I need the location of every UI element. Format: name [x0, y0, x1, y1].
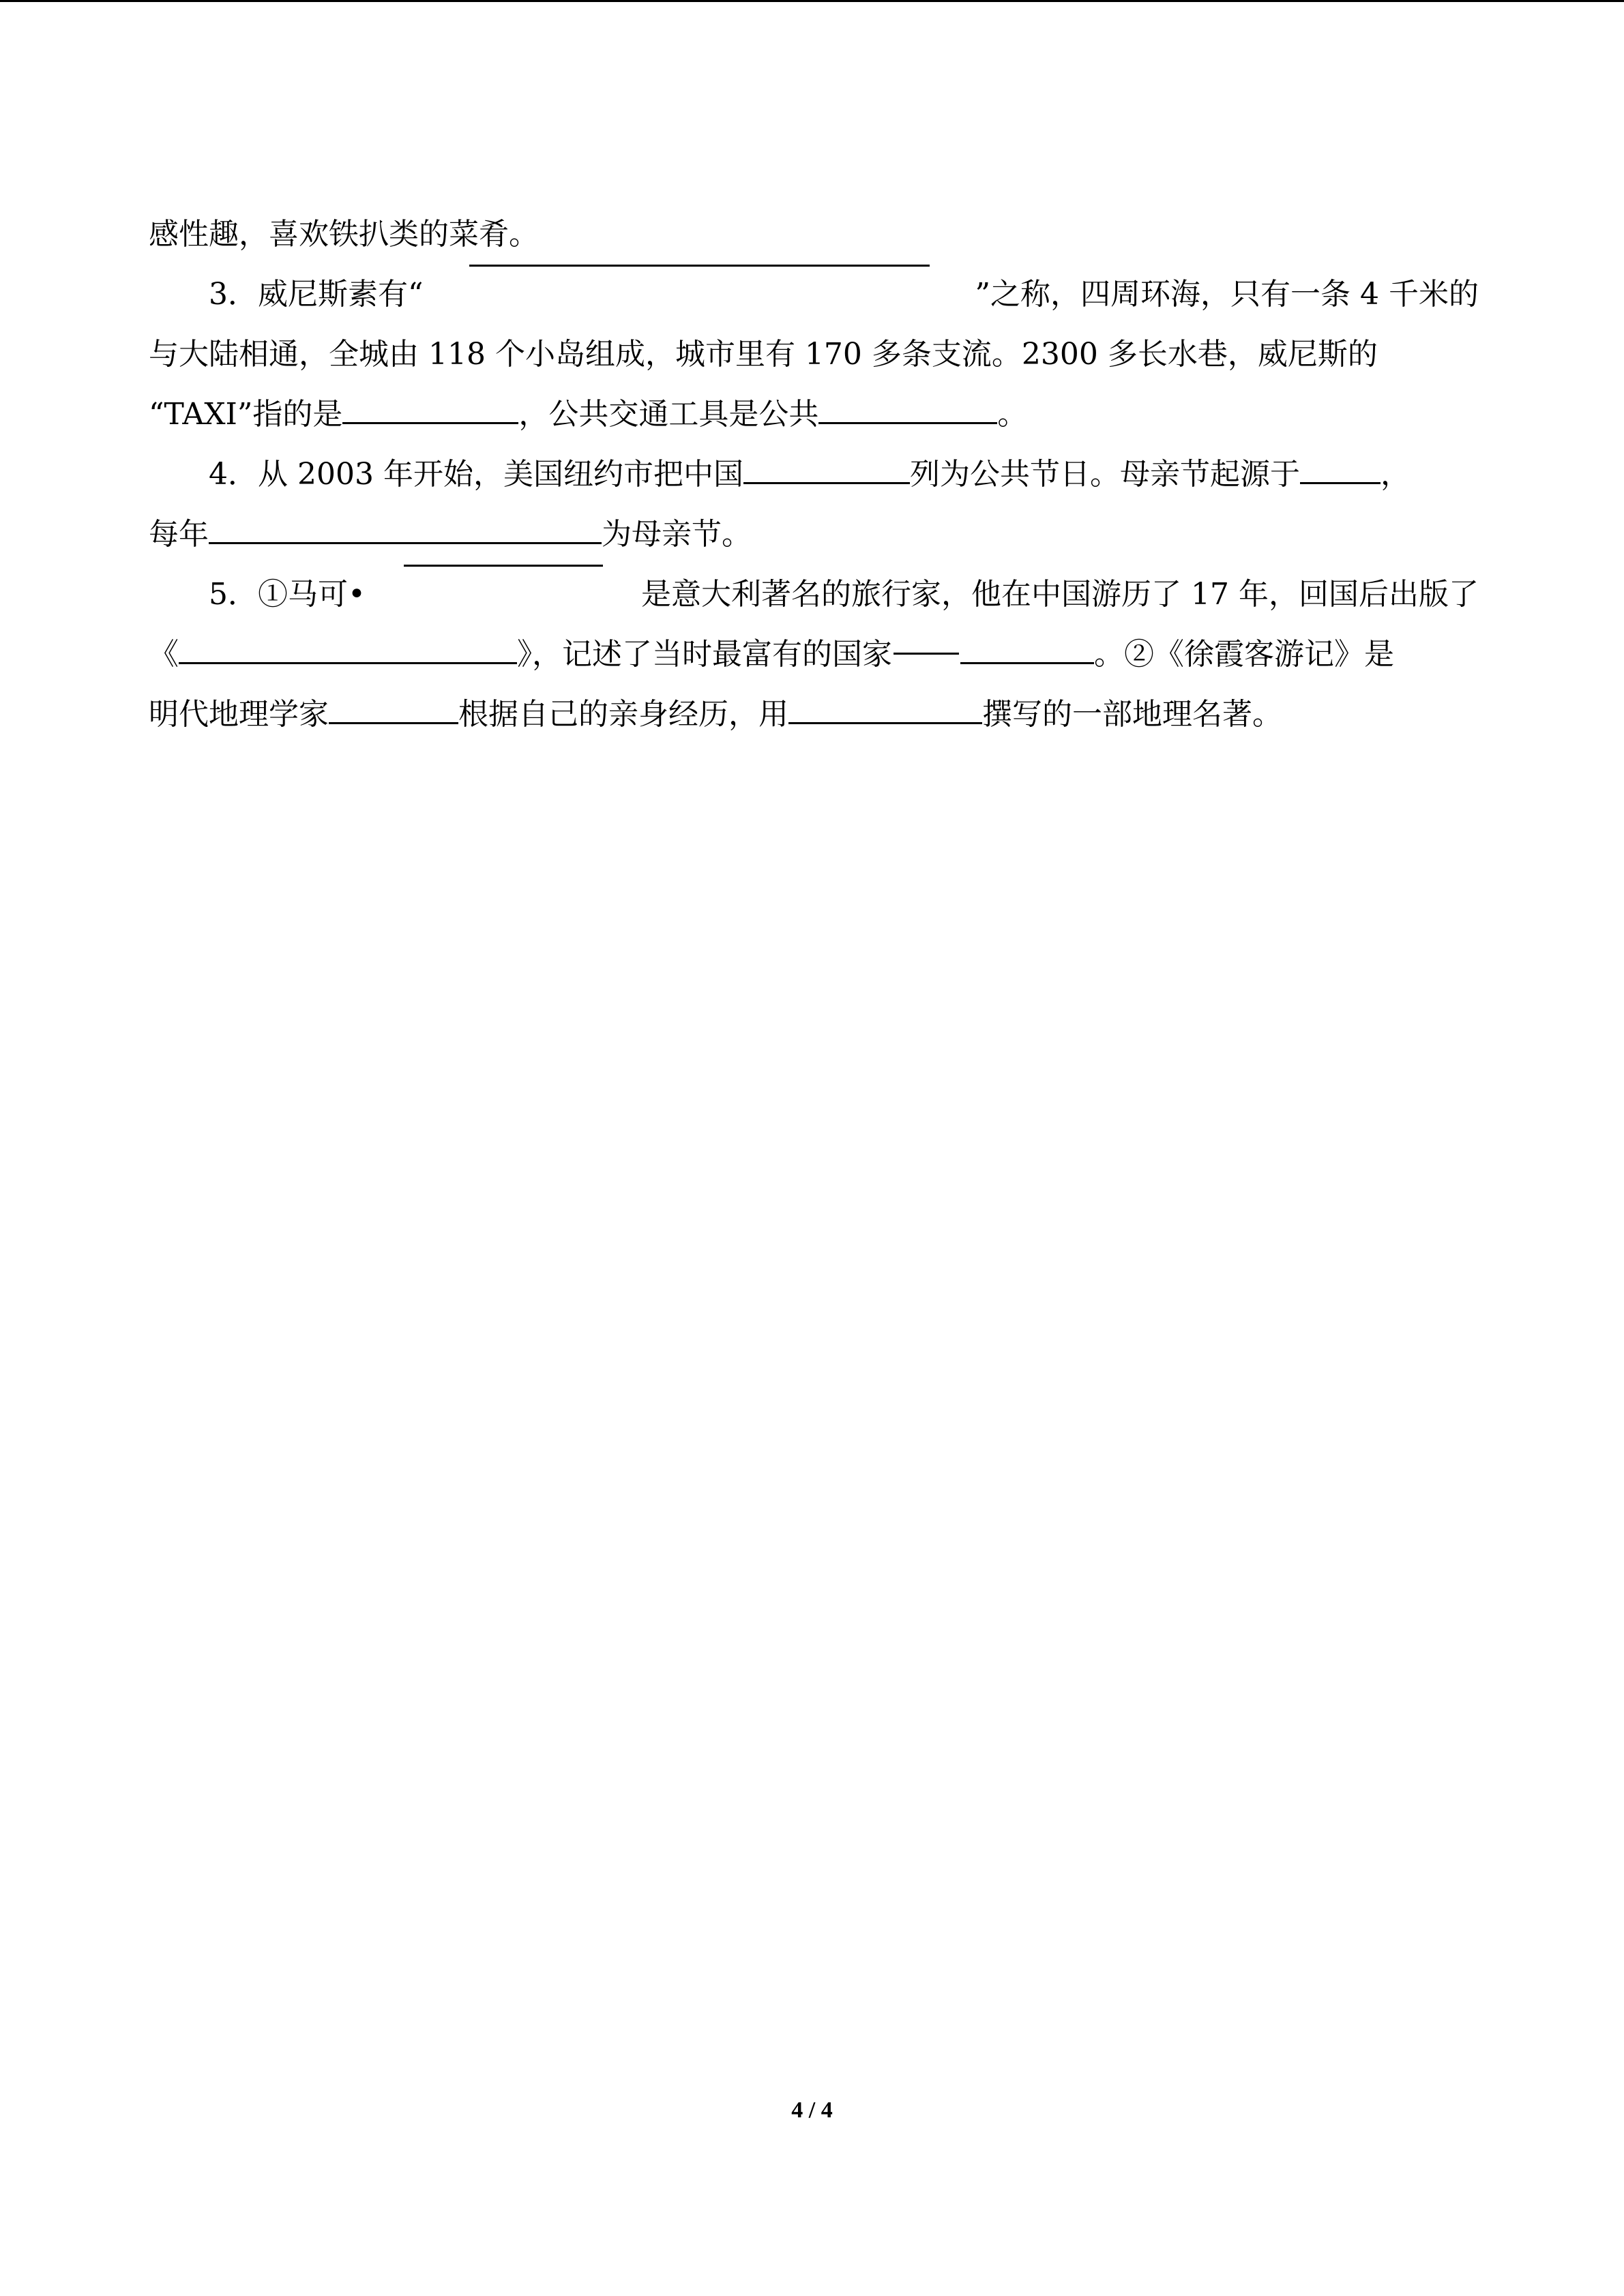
q3-text-d: “TAXI”指的是 [149, 397, 343, 432]
q5-text-h: 撰写的一部地理名著。 [982, 697, 1282, 732]
q5-text-e: 。②《徐霞客游记》是 [1094, 637, 1394, 672]
q4-text-a: 4．从 2003 年开始，美国纽约市把中国 [209, 457, 743, 492]
q3-text-c: 与大陆相通，全城由 118 个小岛组成，城市里有 170 多条支流。2300 多长水巷，威尼斯的 [149, 337, 1378, 372]
q5-blank-4[interactable] [329, 722, 458, 724]
question-3-line-1 [149, 265, 1479, 325]
q4-text-b: 列为公共节日。母亲节起源于 [909, 457, 1300, 492]
q4-blank-1[interactable] [743, 482, 910, 484]
q3-text-e: ，公共交通工具是公共 [518, 397, 819, 432]
text-line-1: 感性趣，喜欢铁扒类的菜肴。 [149, 217, 539, 252]
q3-blank-1[interactable] [469, 265, 930, 267]
q5-text-a: 5．①马可• [209, 577, 366, 612]
q5-text-c: 《 [149, 637, 179, 672]
q5-text-g: 根据自己的亲身经历，用 [458, 697, 788, 732]
question-3-line-3 [149, 385, 1479, 445]
question-4-line-1 [149, 445, 1479, 505]
question-5-line-3 [149, 685, 1479, 745]
q3-blank-2[interactable] [342, 422, 518, 424]
question-5-line-2 [149, 625, 1479, 685]
paragraph-line [149, 205, 1479, 265]
q5-blank-3[interactable] [960, 662, 1094, 664]
q3-text-f: 。 [997, 397, 1028, 432]
q5-blank-1[interactable] [404, 565, 603, 567]
q4-text-c: ， [1380, 457, 1411, 492]
page-number: 4 / 4 [791, 2098, 833, 2123]
q4-text-d: 每年 [149, 517, 209, 552]
em-dash [894, 653, 959, 655]
q5-text-d: 》，记述了当时最富有的国家 [517, 637, 892, 672]
question-5-line-1 [149, 565, 1479, 625]
q3-blank-3[interactable] [818, 422, 997, 424]
q5-blank-5[interactable] [788, 722, 982, 724]
page-top-border [0, 0, 1624, 2]
q5-blank-2[interactable] [179, 662, 517, 664]
document-body [149, 205, 1479, 745]
q4-text-e: 为母亲节。 [602, 517, 752, 552]
q5-text-f: 明代地理学家 [149, 697, 329, 732]
q4-blank-3[interactable] [209, 542, 602, 544]
q3-text-b: ”之称，四周环海，只有一条 4 千米的 [975, 277, 1479, 312]
q4-blank-2[interactable] [1300, 482, 1381, 484]
q3-text-a: 3．威尼斯素有“ [209, 277, 424, 312]
question-4-line-2 [149, 505, 1479, 565]
q5-text-b: 是意大利著名的旅行家，他在中国游历了 17 年，回国后出版了 [641, 577, 1479, 612]
question-3-line-2 [149, 325, 1479, 385]
